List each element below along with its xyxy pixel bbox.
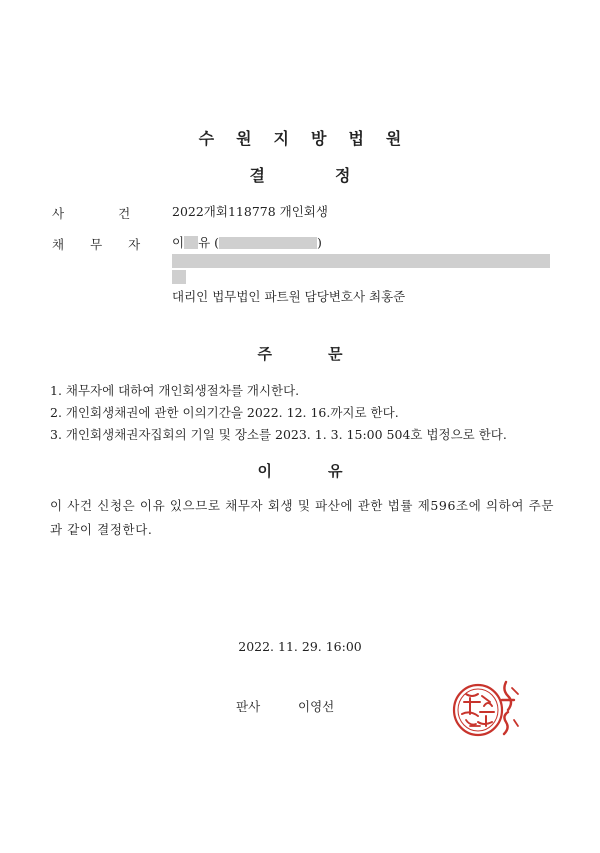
case-number: 2022개회118778 개인회생: [172, 204, 328, 219]
debtor-label: 채무자: [52, 237, 167, 252]
order-list: [50, 380, 560, 446]
court-name: 수원지방법원: [198, 129, 424, 148]
redaction-mask: [219, 237, 317, 249]
redaction-mask: [184, 236, 198, 249]
order-item: 3. 개인회생채권자집회의 기일 및 장소를 2023. 1. 3. 15:00 504호 법정으로 한다.: [50, 427, 507, 442]
judge-seal-stamp: [448, 672, 528, 742]
address-redaction-bar: [172, 270, 186, 284]
paren-close: ): [317, 235, 322, 250]
debtor-name-last: 유: [198, 235, 211, 250]
address-redaction-bar: [172, 254, 550, 268]
decision-date: 2022. 11. 29. 16:00: [238, 639, 362, 654]
paren-open: (: [214, 235, 220, 250]
order-heading: 주문: [257, 345, 399, 363]
order-item: 2. 개인회생채권에 관한 이의기간을 2022. 12. 16.까지로 한다.: [50, 405, 399, 420]
judge-title: 판사: [236, 699, 261, 714]
order-item: 1. 채무자에 대하여 개인회생절차를 개시한다.: [50, 383, 300, 398]
attorney-line: 대리인 법무법인 파트원 담당변호사 최홍준: [172, 289, 406, 304]
reason-heading: 이유: [257, 462, 399, 480]
document-type-title: 결정: [249, 166, 421, 185]
debtor-name: [172, 235, 322, 251]
reason-text: 이 사건 신청은 이유 있으므로 채무자 회생 및 파산에 관한 법률 제596조에 의하여 주문과 같이 결정한다.: [50, 498, 554, 537]
judge-name: 이영선: [298, 699, 335, 714]
debtor-name-first: 이: [172, 235, 185, 250]
judge-signature-line: [236, 697, 334, 715]
case-label: 사건: [52, 206, 185, 221]
